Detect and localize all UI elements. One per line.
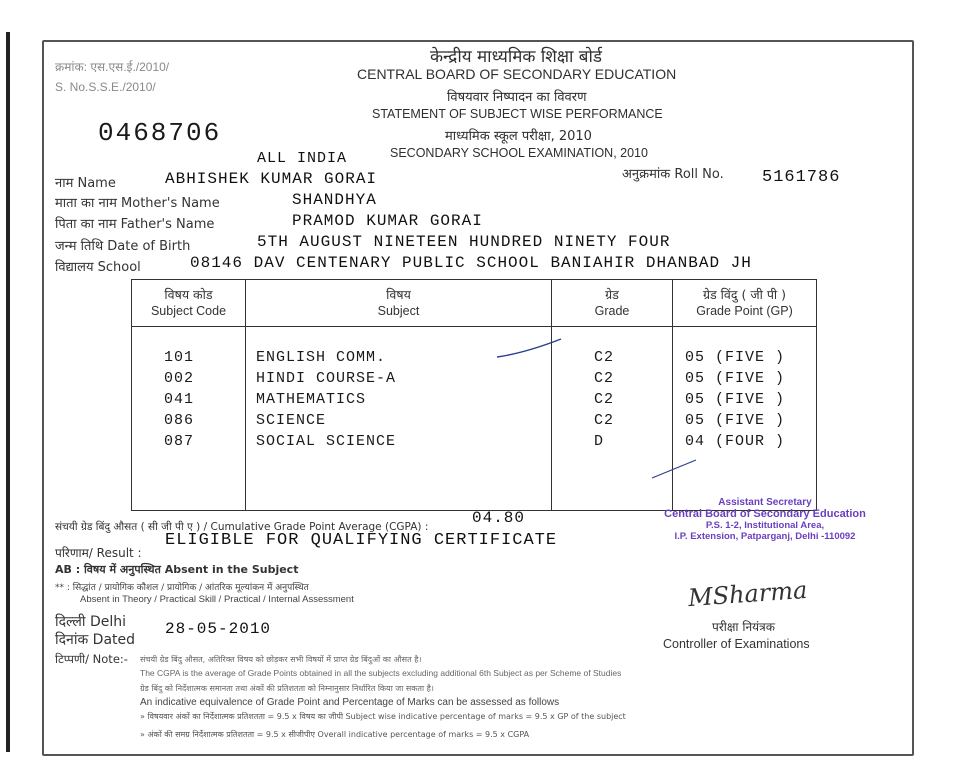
- cgpa-label: संचयी ग्रेड बिंदु औसत ( सी जी पी ए ) / Cumulative Grade Point Average (CGPA) :: [55, 521, 429, 533]
- note-line: The CGPA is the average of Grade Points obtained in all the subjects excluding additional 6th Subject as per Scheme of Studies: [140, 668, 622, 678]
- father-name: PRAMOD KUMAR GORAI: [292, 212, 483, 230]
- table-cell-subject: HINDI COURSE-A: [256, 370, 397, 387]
- notes-label: टिप्पणी/ Note:-: [55, 652, 128, 666]
- name-label: नाम Name: [55, 176, 116, 191]
- note-line: » अंकों की समग्र निर्देशात्मक प्रतिशतता = 9.5 x सीजीपीए Overall indicative percentage of marks = 9.5 x CGPA: [140, 730, 530, 739]
- grade-point-column: [673, 327, 817, 511]
- table-cell-grade: C2: [594, 370, 615, 387]
- table-cell-grade: C2: [594, 412, 615, 429]
- board-name: CENTRAL BOARD OF SECONDARY EDUCATION: [357, 66, 677, 82]
- date-label: दिनांक Dated: [55, 632, 136, 648]
- mother-label: माता का नाम Mother's Name: [55, 196, 220, 211]
- table-cell-code: 086: [164, 412, 195, 429]
- mother-name: SHANDHYA: [292, 191, 377, 209]
- table-cell-code: 002: [164, 370, 195, 387]
- table-cell-code: 041: [164, 391, 195, 408]
- certificate-number: 0468706: [98, 118, 222, 148]
- header-grade: ग्रेड Grade: [552, 280, 673, 327]
- issue-date: 28-05-2010: [165, 620, 272, 638]
- place-label: दिल्ली Delhi: [55, 614, 126, 630]
- statement-title-hindi: विषयवार निष्पादन का विवरण: [447, 90, 587, 105]
- exam-title: SECONDARY SCHOOL EXAMINATION, 2010: [390, 146, 648, 160]
- table-cell-gp: 05 (FIVE ): [685, 412, 786, 429]
- marks-table: [131, 279, 817, 511]
- serial-hindi: क्रमांक: एस.एस.ई./2010/: [55, 60, 170, 74]
- controller-title: Controller of Examinations: [663, 637, 810, 651]
- table-cell-gp: 05 (FIVE ): [685, 370, 786, 387]
- subject-code-column: [132, 327, 246, 511]
- absent-component-note-hindi: ** : सिद्धांत / प्रायोगिक कौशल / प्रायोगिक / आंतरिक मूल्यांकन में अनुपस्थित: [55, 583, 309, 593]
- serial-en: S. No.S.S.E./2010/: [55, 80, 156, 94]
- school-label: विद्यालय School: [55, 260, 141, 275]
- pen-tick-mark: [650, 456, 700, 482]
- scan-edge: [6, 32, 10, 752]
- controller-signature: MSharma: [687, 575, 809, 613]
- board-name-hindi: केन्द्रीय माध्यमिक शिक्षा बोर्ड: [430, 47, 603, 67]
- controller-title-hindi: परीक्षा नियंत्रक: [712, 620, 775, 634]
- father-label: पिता का नाम Father's Name: [55, 217, 215, 232]
- roll-label: अनुक्रमांक Roll No.: [622, 167, 724, 182]
- table-cell-subject: SOCIAL SCIENCE: [256, 433, 397, 450]
- result-value: ELIGIBLE FOR QUALIFYING CERTIFICATE: [165, 531, 558, 550]
- header-subject-code: विषय कोड Subject Code: [132, 280, 246, 327]
- absent-component-note: Absent in Theory / Practical Skill / Practical / Internal Assessment: [80, 594, 354, 605]
- pen-tick-mark: [495, 335, 565, 365]
- cgpa-value: 04.80: [472, 509, 526, 527]
- header-grade-point: ग्रेड विंदु ( जी पी ) Grade Point (GP): [673, 280, 817, 327]
- roll-number: 5161786: [762, 168, 841, 187]
- exam-title-hindi: माध्यमिक स्कूल परीक्षा, 2010: [445, 129, 592, 144]
- table-cell-gp: 05 (FIVE ): [685, 391, 786, 408]
- official-stamp: Assistant Secretary Central Board of Secondary Education P.S. 1-2, Institutional Area, I.P. Extension, Patparganj, Delhi -110092: [664, 497, 866, 542]
- all-india-label: ALL INDIA: [257, 150, 348, 167]
- header-subject: विषय Subject: [246, 280, 552, 327]
- note-line: » विषयवार अंकों का निर्देशात्मक प्रतिशतता = 9.5 x विषय का जीपी Subject wise indicative percentage of marks = 9.5 x GP of the subject: [140, 712, 626, 721]
- date-of-birth: 5TH AUGUST NINETEEN HUNDRED NINETY FOUR: [257, 233, 671, 251]
- table-cell-grade: D: [594, 433, 605, 450]
- note-line: ग्रेड बिंदु को निर्देशात्मक समानता तथा अंकों की प्रतिशतता को निम्नानुसार निर्धारित किया जा सकता है।: [140, 684, 434, 693]
- note-line: संचयी ग्रेड बिंदु औसत, अतिरिक्त विषय को छोड़कर सभी विषयों में प्राप्त ग्रेड बिंदुओं का औसत है।: [140, 655, 422, 664]
- table-cell-subject: MATHEMATICS: [256, 391, 367, 408]
- dob-label: जन्म तिथि Date of Birth: [55, 239, 191, 254]
- result-label: परिणाम/ Result :: [55, 546, 142, 560]
- table-cell-grade: C2: [594, 349, 615, 366]
- table-cell-gp: 04 (FOUR ): [685, 433, 786, 450]
- table-cell-code: 087: [164, 433, 195, 450]
- table-cell-subject: SCIENCE: [256, 412, 327, 429]
- table-cell-subject: ENGLISH COMM.: [256, 349, 387, 366]
- school-name: 08146 DAV CENTENARY PUBLIC SCHOOL BANIAHIR DHANBAD JH: [190, 254, 752, 272]
- absent-note: AB : विषय में अनुपस्थित Absent in the Subject: [55, 563, 299, 576]
- grade-column: [552, 327, 673, 511]
- candidate-name: ABHISHEK KUMAR GORAI: [165, 170, 378, 188]
- statement-title: STATEMENT OF SUBJECT WISE PERFORMANCE: [372, 107, 663, 121]
- note-line: An indicative equivalence of Grade Point and Percentage of Marks can be assessed as follows: [140, 697, 560, 708]
- table-cell-grade: C2: [594, 391, 615, 408]
- table-cell-code: 101: [164, 349, 195, 366]
- table-cell-gp: 05 (FIVE ): [685, 349, 786, 366]
